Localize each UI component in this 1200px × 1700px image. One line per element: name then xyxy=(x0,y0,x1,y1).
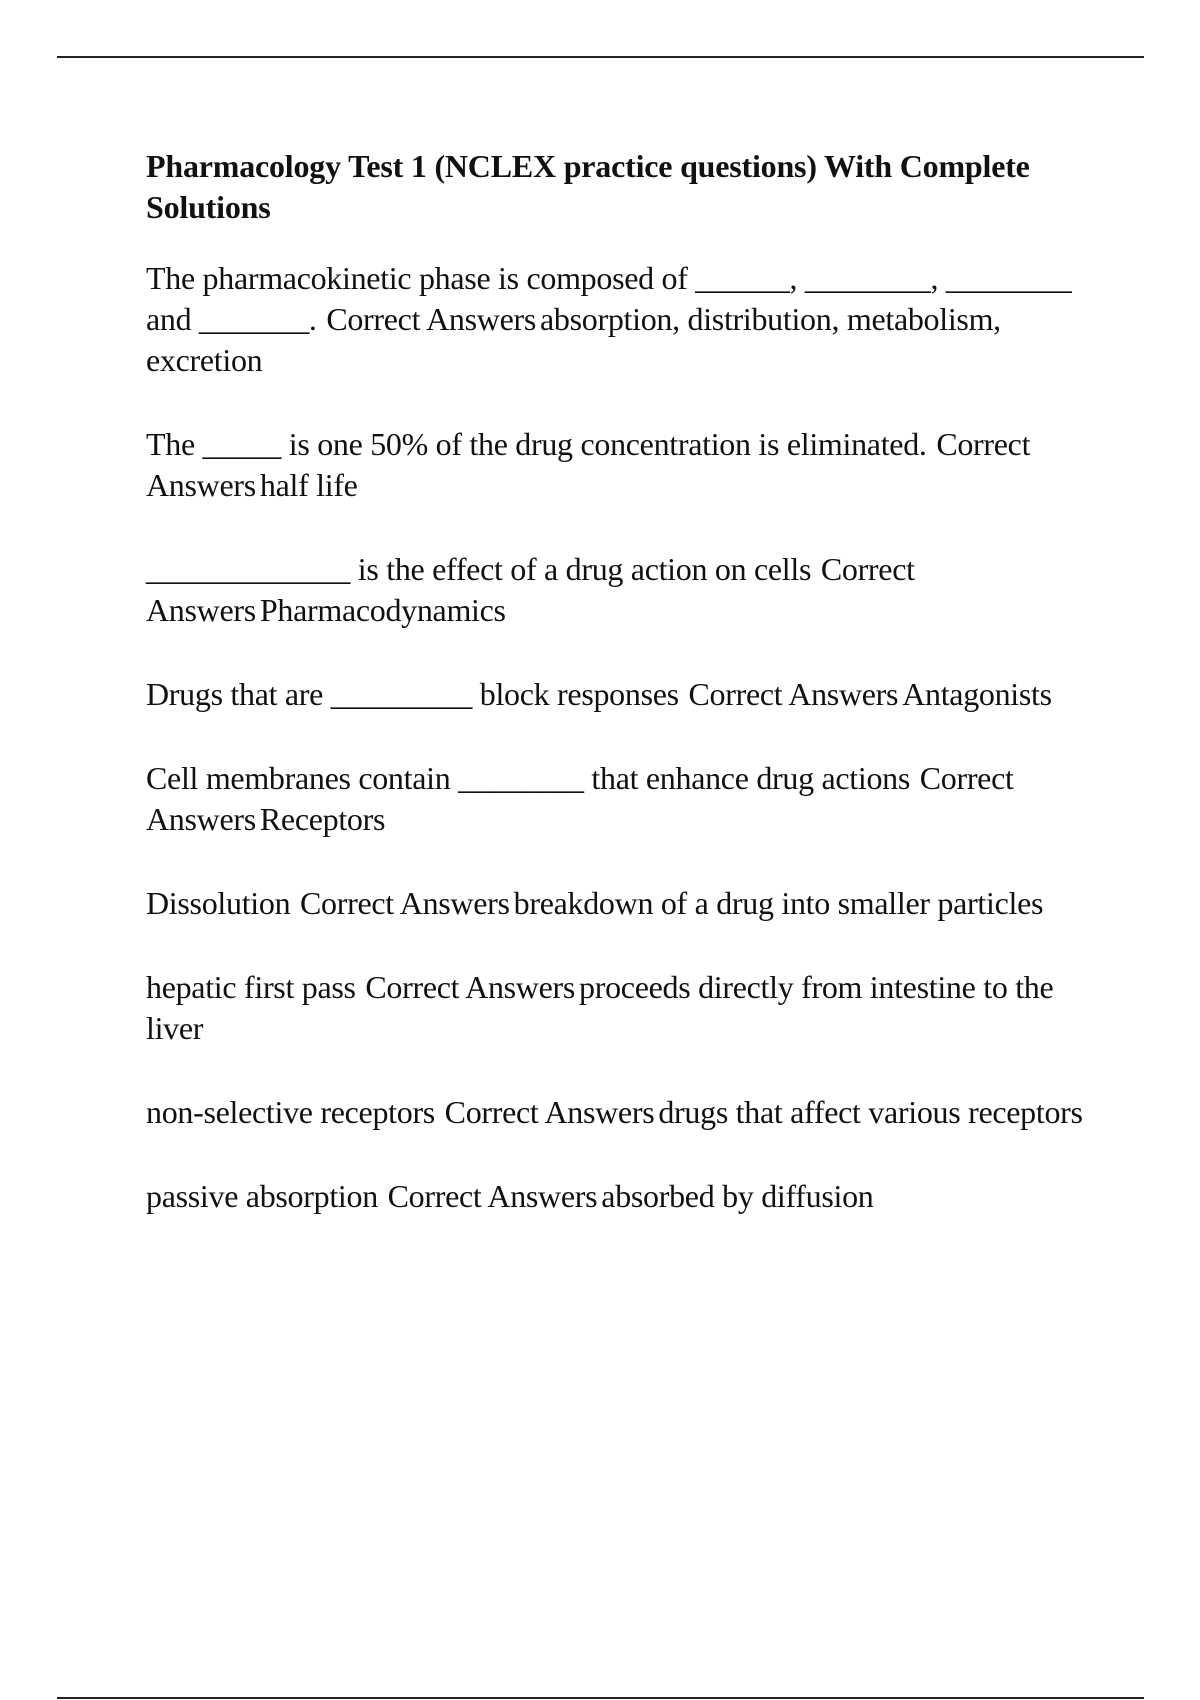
answer-text: Pharmacodynamics xyxy=(259,592,506,628)
answer-text: proceeds directly from intestine to the liver xyxy=(146,969,1054,1046)
document-body xyxy=(146,146,1096,1260)
answer-label: Correct Answers xyxy=(146,551,915,628)
question-text: Drugs that are _________ block responses xyxy=(146,676,679,712)
question-text: _____________ is the effect of a drug action on cells xyxy=(146,551,812,587)
question-text: The pharmacokinetic phase is composed of ______, ________, ________ and _______. xyxy=(146,260,1072,337)
answer-label: Correct Answers xyxy=(444,1094,655,1130)
header-rule xyxy=(57,56,1144,58)
answer-label: Correct Answers xyxy=(146,760,1014,837)
question-text: The _____ is one 50% of the drug concentration is eliminated. xyxy=(146,426,927,462)
answer-label: Correct Answers xyxy=(146,426,1031,503)
answer-text: breakdown of a drug into smaller particles xyxy=(513,885,1044,921)
qa-item xyxy=(146,549,1096,631)
answer-text: Antagonists xyxy=(902,676,1052,712)
answer-text: half life xyxy=(259,467,358,503)
answer-text: Receptors xyxy=(259,801,386,837)
qa-item xyxy=(146,674,1096,715)
answer-label: Correct Answers xyxy=(299,885,510,921)
question-text: Cell membranes contain ________ that enhance drug actions xyxy=(146,760,911,796)
answer-label: Correct Answers xyxy=(688,676,899,712)
answer-text: absorbed by diffusion xyxy=(601,1178,874,1214)
qa-item xyxy=(146,1092,1096,1133)
answer-text: drugs that affect various receptors xyxy=(658,1094,1083,1130)
question-text: Dissolution xyxy=(146,885,291,921)
answer-label: Correct Answers xyxy=(387,1178,598,1214)
qa-item xyxy=(146,1176,1096,1217)
qa-item xyxy=(146,967,1096,1049)
question-text: non-selective receptors xyxy=(146,1094,435,1130)
qa-item xyxy=(146,424,1096,506)
answer-label: Correct Answers xyxy=(326,301,536,337)
question-text: hepatic first pass xyxy=(146,969,356,1005)
footer-rule xyxy=(57,1697,1144,1699)
document-title: Pharmacology Test 1 (NCLEX practice questions) With Complete Solutions xyxy=(146,148,1030,225)
answer-text: absorption, distribution, metabolism, excretion xyxy=(146,301,1001,378)
qa-item xyxy=(146,883,1096,924)
qa-item xyxy=(146,258,1096,381)
answer-label: Correct Answers xyxy=(365,969,576,1005)
question-text: passive absorption xyxy=(146,1178,378,1214)
qa-item xyxy=(146,758,1096,840)
